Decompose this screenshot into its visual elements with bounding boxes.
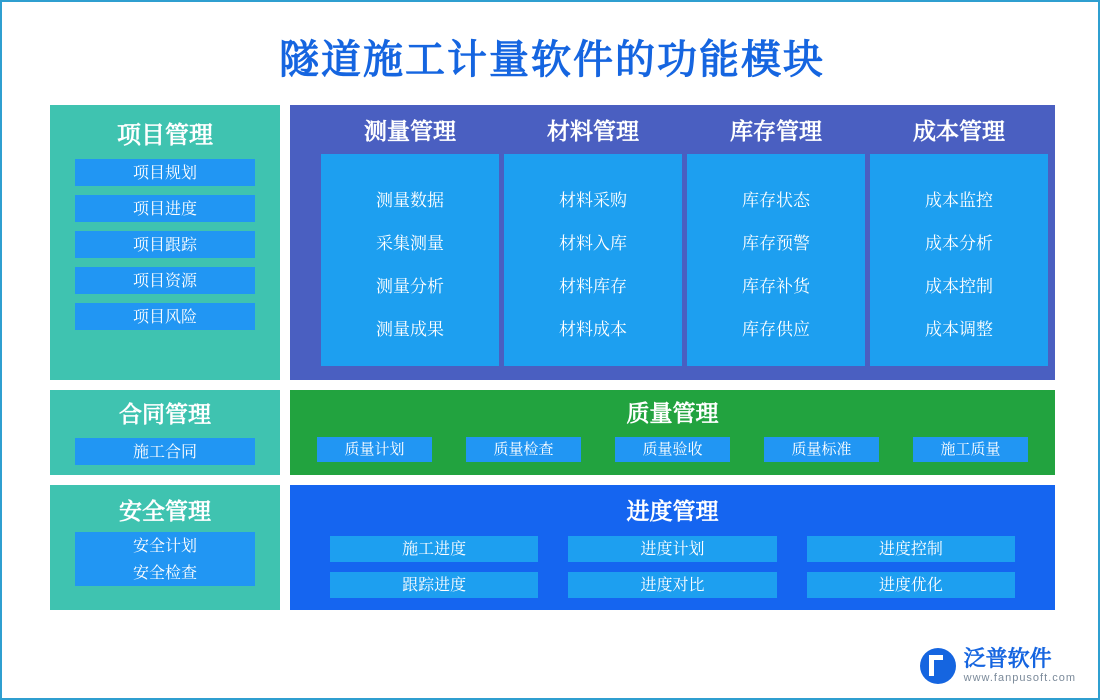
quality-item-construction[interactable]: 施工质量	[913, 437, 1028, 462]
quality-item-plan[interactable]: 质量计划	[317, 437, 432, 462]
cost-item-monitor[interactable]: 成本监控	[925, 191, 993, 211]
progress-items-grid	[290, 526, 1055, 598]
safety-items-list	[50, 532, 280, 586]
project-item-planning[interactable]: 项目规划	[75, 159, 255, 186]
material-management-box	[504, 154, 682, 366]
survey-management-title: 测量管理	[364, 119, 456, 145]
contract-management-panel	[50, 390, 280, 475]
inventory-item-replenish[interactable]: 库存补货	[742, 277, 810, 297]
material-item-purchase[interactable]: 材料采购	[559, 191, 627, 211]
quality-item-inspection[interactable]: 质量检查	[466, 437, 581, 462]
survey-management-column	[321, 113, 499, 366]
survey-item-result[interactable]: 测量成果	[376, 320, 444, 340]
inventory-management-box	[687, 154, 865, 366]
progress-item-comparison[interactable]: 进度对比	[568, 572, 776, 598]
inventory-management-column	[687, 113, 865, 366]
cost-management-title: 成本管理	[913, 119, 1005, 145]
cost-management-column	[870, 113, 1048, 366]
survey-item-data[interactable]: 测量数据	[376, 191, 444, 211]
safety-item-plan[interactable]: 安全计划	[75, 532, 255, 559]
progress-management-panel	[290, 485, 1055, 610]
inventory-item-supply[interactable]: 库存供应	[742, 320, 810, 340]
project-management-panel	[50, 105, 280, 380]
logo-mark-icon	[920, 648, 956, 684]
cost-item-analysis[interactable]: 成本分析	[925, 234, 993, 254]
progress-item-construction[interactable]: 施工进度	[330, 536, 538, 562]
project-item-tracking[interactable]: 项目跟踪	[75, 231, 255, 258]
project-management-title: 项目管理	[117, 121, 213, 149]
inventory-item-alert[interactable]: 库存预警	[742, 234, 810, 254]
quality-item-standard[interactable]: 质量标准	[764, 437, 879, 462]
project-item-risk[interactable]: 项目风险	[75, 303, 255, 330]
project-item-progress[interactable]: 项目进度	[75, 195, 255, 222]
cost-item-control[interactable]: 成本控制	[925, 277, 993, 297]
brand-logo	[920, 648, 1076, 684]
quality-items-row	[290, 437, 1055, 462]
progress-item-control[interactable]: 进度控制	[807, 536, 1015, 562]
logo-company-name: 泛普软件	[963, 646, 1052, 672]
inventory-item-status[interactable]: 库存状态	[742, 191, 810, 211]
progress-item-plan[interactable]: 进度计划	[568, 536, 776, 562]
cost-management-box	[870, 154, 1048, 366]
project-item-resource[interactable]: 项目资源	[75, 267, 255, 294]
material-management-column	[504, 113, 682, 366]
material-item-cost[interactable]: 材料成本	[559, 320, 627, 340]
safety-management-panel	[50, 485, 280, 610]
page-title: 隧道施工计量软件的功能模块	[279, 37, 825, 83]
safety-management-title: 安全管理	[119, 499, 211, 525]
quality-management-title: 质量管理	[626, 401, 719, 427]
material-management-title: 材料管理	[547, 119, 639, 145]
progress-item-tracking[interactable]: 跟踪进度	[330, 572, 538, 598]
logo-text-block	[964, 648, 1076, 684]
cost-item-adjust[interactable]: 成本调整	[925, 320, 993, 340]
quality-management-panel	[290, 390, 1055, 475]
survey-item-analysis[interactable]: 测量分析	[376, 277, 444, 297]
core-modules-group	[290, 105, 1055, 380]
contract-management-title: 合同管理	[119, 402, 211, 428]
contract-item-construction[interactable]: 施工合同	[75, 438, 255, 465]
material-item-inbound[interactable]: 材料入库	[559, 234, 627, 254]
survey-management-box	[321, 154, 499, 366]
inventory-management-title: 库存管理	[730, 119, 822, 145]
progress-item-optimize[interactable]: 进度优化	[807, 572, 1015, 598]
quality-item-acceptance[interactable]: 质量验收	[615, 437, 730, 462]
logo-website-url: www.fanpusoft.com	[963, 671, 1076, 684]
survey-item-collect[interactable]: 采集测量	[376, 234, 444, 254]
progress-management-title: 进度管理	[626, 499, 719, 525]
material-item-stock[interactable]: 材料库存	[559, 277, 627, 297]
safety-item-inspection[interactable]: 安全检查	[75, 559, 255, 586]
